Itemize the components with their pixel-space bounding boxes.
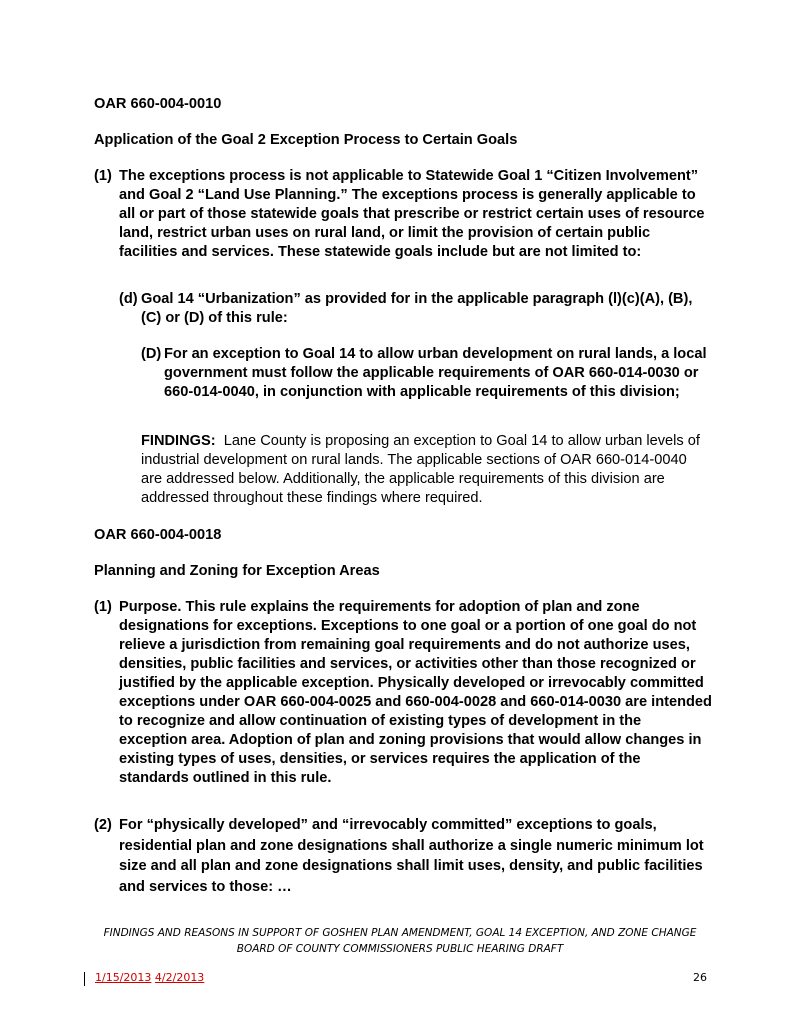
date-deleted: 1/15/2013	[95, 971, 152, 984]
list-label: (1)	[94, 599, 112, 615]
findings-paragraph	[141, 432, 711, 508]
rule-heading-0018: OAR 660-004-0018	[94, 527, 222, 543]
revision-bar	[84, 972, 85, 986]
list-label: (D)	[141, 346, 162, 362]
list-item-1-goal-exceptions	[94, 167, 712, 262]
list-text: The exceptions process is not applicable to Statewide Goal 1 “Citizen Involvement” and Goal 2 “Land Use Planning.” The exceptions process is generally applicable to all or part of those statewide goals that prescribe or restrict certain uses of resource land, restrict urban uses on rural land, or limit the provision of certain public facilities and services. These statewide goals include but are not limited to:	[119, 168, 705, 260]
list-label: (2)	[94, 817, 112, 833]
footer-date	[95, 971, 204, 984]
date-inserted: 4/2/2013	[154, 971, 205, 984]
findings-text: Lane County is proposing an exception to Goal 14 to allow urban levels of industrial development on rural lands. The applicable sections of OAR 660-014-0040 are addressed below. Additionally, the applicable requirements of this division are addressed throughout these findings where required.	[141, 433, 700, 506]
list-item-D-urban-development	[141, 345, 711, 402]
findings-label: FINDINGS:	[141, 433, 216, 449]
rule-title-0018: Planning and Zoning for Exception Areas	[94, 563, 380, 579]
list-label: (d)	[119, 291, 138, 307]
rule-title-0010: Application of the Goal 2 Exception Process to Certain Goals	[94, 132, 518, 148]
list-text: For an exception to Goal 14 to allow urban development on rural lands, a local government must follow the applicable requirements of OAR 660-014-0030 or 660-014-0040, in conjunction with applicable requirements of this division;	[164, 346, 707, 400]
rule-heading-0010: OAR 660-004-0010	[94, 96, 222, 112]
footer-line-2: BOARD OF COUNTY COMMISSIONERS PUBLIC HEARING DRAFT	[236, 943, 564, 955]
page-number: 26	[693, 971, 707, 984]
list-text: For “physically developed” and “irrevocably committed” exceptions to goals, residential plan and zone designations shall authorize a single numeric minimum lot size and all plan and zone designations shall limit uses, density, and public facilities and services to those: …	[119, 817, 704, 895]
list-item-1-purpose	[94, 598, 712, 788]
list-text: Goal 14 “Urbanization” as provided for in the applicable paragraph (l)(c)(A), (B), (C) or (D) of this rule:	[141, 291, 693, 326]
list-label: (1)	[94, 168, 112, 184]
list-item-2-physically-developed	[94, 815, 712, 897]
footer-line-1: FINDINGS AND REASONS IN SUPPORT OF GOSHEN PLAN AMENDMENT, GOAL 14 EXCEPTION, AND ZONE CHANGE	[103, 927, 697, 939]
list-text: Purpose. This rule explains the requirements for adoption of plan and zone designations for exceptions. Exceptions to one goal or a portion of one goal do not relieve a jurisdiction from remaining goal requirements and do not authorize uses, densities, public facilities and services, or activities other than those recognized or justified by the applicable exception. Physically developed or irrevocably committed exceptions under OAR 660-004-0025 and 660-004-0028 and 660-014-0030 are intended to recognize and allow continuation of existing types of development in the exception area. Adoption of plan and zoning provisions that would allow changes in existing types of uses, densities, or services requires the application of the standards outlined in this rule.	[119, 599, 712, 786]
list-item-d-goal14	[119, 290, 713, 328]
